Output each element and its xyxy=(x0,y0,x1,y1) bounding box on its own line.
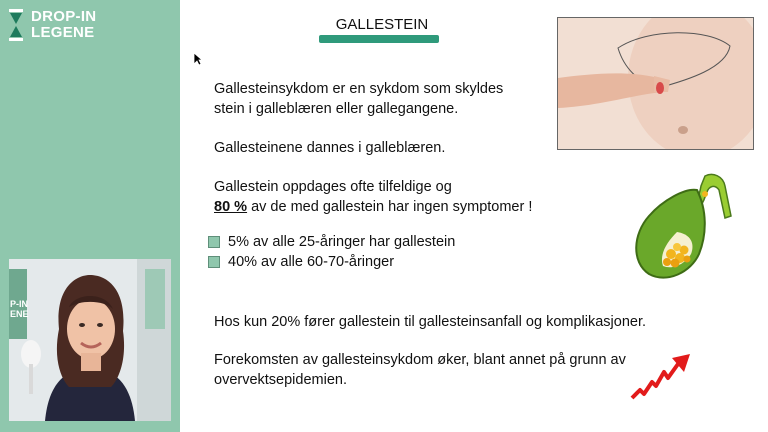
logo xyxy=(8,8,96,42)
logo-line2: LEGENE xyxy=(31,24,95,41)
webcam-video xyxy=(9,259,171,421)
square-bullet-icon xyxy=(208,236,220,248)
gallbladder-illustration xyxy=(627,170,737,285)
paragraph-detection-line2 xyxy=(214,197,532,217)
paragraph-definition-line1: Gallesteinsykdom er en sykdom som skyldes xyxy=(214,81,504,97)
list-item xyxy=(208,254,394,270)
square-bullet-icon xyxy=(208,256,220,268)
highlight-percentage: 80 % xyxy=(214,199,248,215)
mouse-cursor-icon xyxy=(193,52,203,66)
paragraph-formation: Gallesteinene dannes i galleblæren. xyxy=(214,140,446,156)
detection-rest: av de med gallestein har ingen symptomer ! xyxy=(247,199,533,215)
rising-arrow-icon xyxy=(628,350,698,402)
webcam-wall-sign: P-IN ENE xyxy=(10,299,29,319)
paragraph-definition-line2: stein i galleblæren eller gallegangene. xyxy=(214,101,459,117)
hourglass-logo-icon xyxy=(8,8,24,42)
list-item xyxy=(208,234,455,250)
paragraph-incidence-line1: Forekomsten av gallesteinsykdom øker, blant annet på grunn av xyxy=(214,352,626,368)
bullet-text: 5% av alle 25-åringer har gallestein xyxy=(228,234,456,250)
slide-title: GALLESTEIN xyxy=(335,16,429,33)
sidebar xyxy=(0,0,180,432)
logo-line1: DROP-IN xyxy=(31,8,97,25)
title-underline-bar xyxy=(319,35,439,43)
slide xyxy=(180,0,768,432)
bullet-text: 40% av alle 60-70-åringer xyxy=(228,254,395,270)
paragraph-complications: Hos kun 20% fører gallestein til gallesteinsanfall og komplikasjoner. xyxy=(214,314,646,330)
paragraph-incidence-line2: overvektsepidemien. xyxy=(214,372,347,388)
paragraph-detection-line1: Gallestein oppdages ofte tilfeldige og xyxy=(214,179,452,195)
abdomen-photo xyxy=(557,17,754,150)
